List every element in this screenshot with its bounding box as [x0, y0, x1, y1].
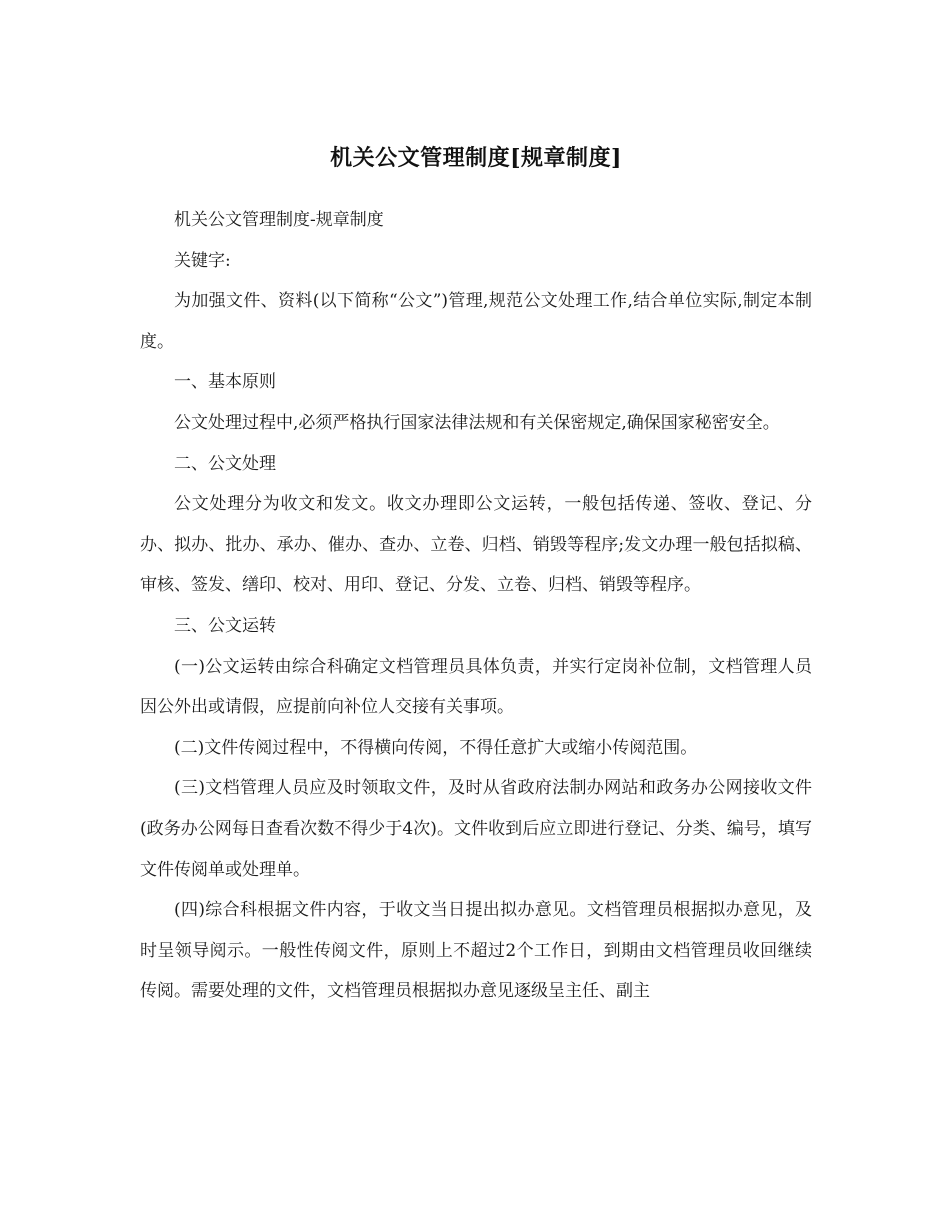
paragraph-circulation-item-2: (二)文件传阅过程中，不得横向传阅，不得任意扩大或缩小传阅范围。	[174, 737, 698, 758]
section-heading-document-processing: 二、公文处理	[174, 453, 276, 474]
paragraph-subtitle: 机关公文管理制度-规章制度	[174, 210, 384, 230]
document-title: 机关公文管理制度[规章制度]	[330, 145, 622, 171]
paragraph-circulation-item-1: (一)公文运转由综合科确定文档管理员具体负责，并实行定岗补位制，文档管理人员因公外出或请假，应提前向补位人交接有关事项。	[140, 656, 812, 718]
paragraph-intro: 为加强文件、资料(以下简称“公文”)管理,规范公文处理工作,结合单位实际,制定本制度。	[140, 291, 812, 352]
paragraph-circulation-item-3: (三)文档管理人员应及时领取文件，及时从省政府法制办网站和政务办公网接收文件(政务办公网每日查看次数不得少于4次)。文件收到后应立即进行登记、分类、编号，填写文件传阅单或处理单。	[140, 778, 812, 880]
section-heading-basic-principles: 一、基本原则	[174, 372, 276, 393]
paragraph-keywords: 关键字:	[174, 250, 231, 271]
document-body	[140, 138, 812, 1012]
section-heading-document-circulation: 三、公文运转	[174, 615, 276, 636]
paragraph-circulation-item-4: (四)综合科根据文件内容，于收文当日提出拟办意见。文档管理员根据拟办意见，及时呈领导阅示。一般性传阅文件，原则上不超过2个工作日，到期由文档管理员收回继续传阅。需要处理的文件，文档管理员根据拟办意见逐级呈主任、副主	[140, 900, 812, 1002]
paragraph-basic-principles: 公文处理过程中,必须严格执行国家法律法规和有关保密规定,确保国家秘密安全。	[174, 412, 780, 433]
paragraph-document-processing: 公文处理分为收文和发文。收文办理即公文运转，一般包括传递、签收、登记、分办、拟办、批办、承办、催办、查办、立卷、归档、销毁等程序;发文办理一般包括拟稿、审核、签发、缮印、校对、用印、登记、分发、立卷、归档、销毁等程序。	[140, 494, 812, 596]
